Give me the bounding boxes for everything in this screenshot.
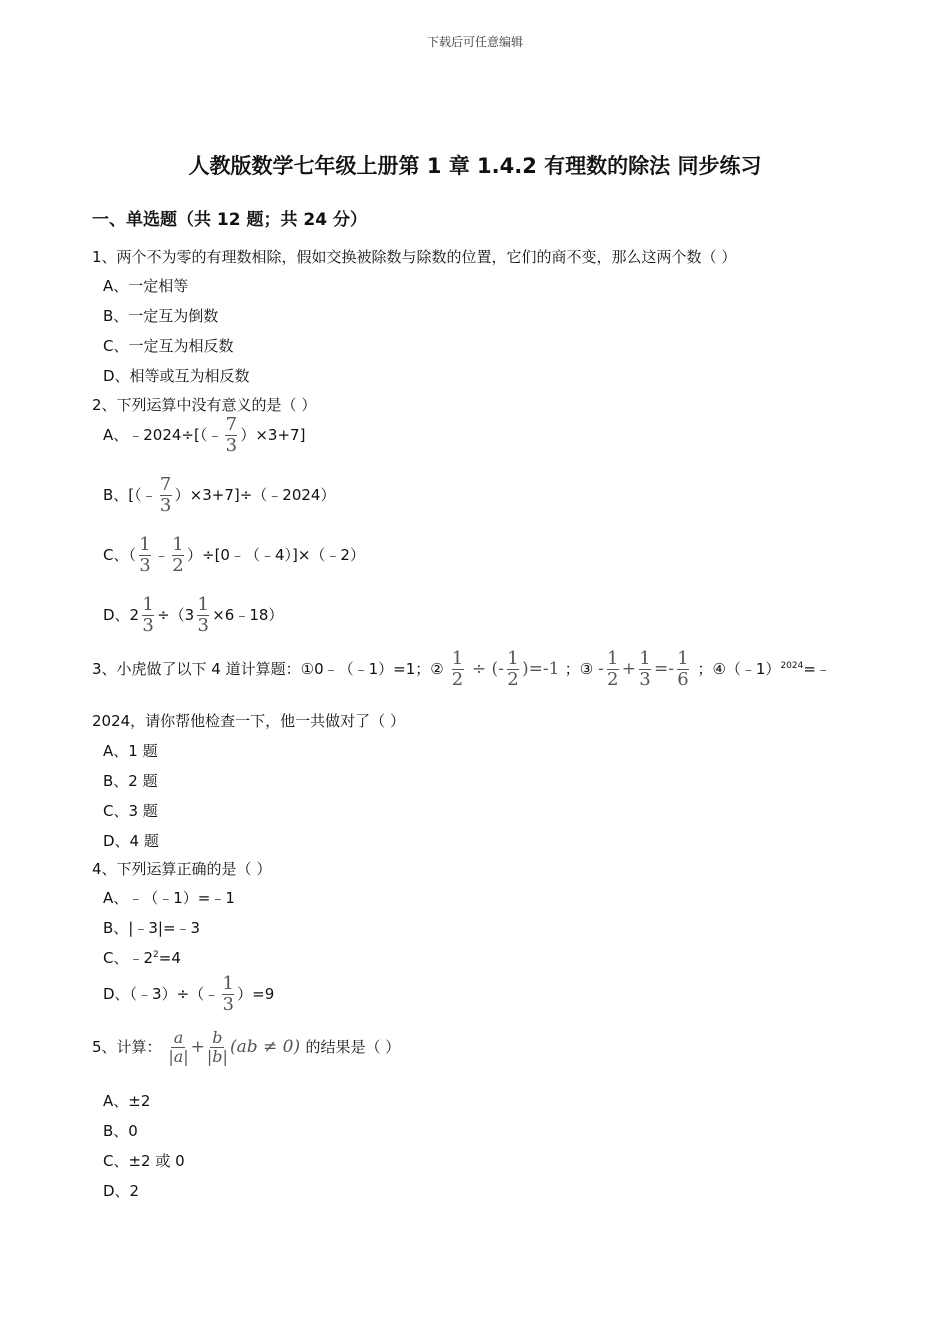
question-1-stem: 1、两个不为零的有理数相除，假如交换被除数与除数的位置，它们的商不变，那么这两个数（ ） [92, 248, 737, 266]
q2-a-text: A、﹣2024÷[（﹣ [103, 426, 223, 444]
q4-option-d [103, 975, 274, 1014]
q2-d-text-end: ×6﹣18） [212, 606, 284, 624]
fraction-1-3: $\frac{1}{3}$ [139, 534, 151, 576]
q5-option-d: D、2 [103, 1182, 140, 1200]
q2-c-minus: ﹣ [153, 546, 169, 564]
q5-expression: $\frac{a}{|a|}$ + $\frac{b}{|b|}$ (ab ≠ 0) [168, 1028, 301, 1066]
q3-option-b: B、2 题 [103, 772, 158, 790]
q2-d-mid: ÷（3 [157, 606, 195, 624]
question-3-line-2: 2024，请你帮他检查一下，他一共做对了（ ） [92, 712, 405, 730]
q3-separator: ；③ [564, 660, 594, 678]
q5-text-end: 的结果是（ ） [305, 1038, 401, 1056]
q5-option-b: B、0 [103, 1122, 138, 1140]
q4-d-text: D、（﹣3）÷（﹣ [103, 985, 220, 1003]
q2-c-text: C、（ [103, 546, 136, 564]
question-4-stem: 4、下列运算正确的是（ ） [92, 860, 272, 878]
q3-text-end: =﹣ [803, 660, 831, 678]
question-5-stem [92, 1030, 400, 1065]
fraction-1-3: $\frac{1}{3}$ [142, 594, 154, 636]
q1-option-c: C、一定互为相反数 [103, 337, 234, 355]
q4-option-b: B、|﹣3|=﹣3 [103, 919, 201, 937]
q3-text: 3、小虎做了以下 4 道计算题：①0﹣（﹣1）=1；② [92, 660, 444, 678]
q5-option-a: A、±2 [103, 1092, 151, 1110]
q4-d-text-end: ）=9 [237, 985, 275, 1003]
question-3-stem [92, 650, 831, 689]
q3-option-a: A、1 题 [103, 742, 158, 760]
q4-c-text-end: =4 [158, 949, 181, 967]
fraction-7-3: $\frac{7}{3}$ [225, 414, 238, 456]
q3-option-c: C、3 题 [103, 802, 158, 820]
q2-option-b [103, 476, 335, 515]
q2-a-text-end: ）×3+7] [240, 426, 306, 444]
q4-c-exponent: 2 [153, 950, 159, 960]
q3-separator: ；④（﹣1） [697, 660, 781, 678]
q2-d-text: D、2 [103, 606, 140, 624]
q1-option-d: D、相等或互为相反数 [103, 367, 250, 385]
fraction-1-3: $\frac{1}{3}$ [197, 594, 209, 636]
fraction-7-3: $\frac{7}{3}$ [159, 474, 172, 516]
q3-exponent: 2024 [780, 661, 804, 671]
q1-option-b: B、一定互为倒数 [103, 307, 219, 325]
q1-option-a: A、一定相等 [103, 277, 189, 295]
section-heading: 一、单选题（共 12 题；共 24 分） [92, 210, 367, 230]
q3-equation-2: $\frac{1}{2}$ ÷ (- $\frac{1}{2}$ )=-1 [451, 648, 560, 690]
q2-option-d [103, 596, 283, 635]
q4-option-a: A、﹣（﹣1）=﹣1 [103, 889, 235, 907]
q4-option-c [103, 947, 181, 968]
q5-text: 5、计算： [92, 1038, 162, 1056]
q2-b-text-end: ）×3+7]÷（﹣2024） [174, 486, 336, 504]
q2-c-text-end: ）÷[0﹣（﹣4）]×（﹣2） [187, 546, 365, 564]
q5-option-c: C、±2 或 0 [103, 1152, 185, 1170]
q2-option-c [103, 536, 365, 575]
q2-b-text: B、[（﹣ [103, 486, 157, 504]
q3-equation-3: - $\frac{1}{2}$ + $\frac{1}{3}$ =- $\frac{1}{6}$ [598, 648, 689, 690]
document-title: 人教版数学七年级上册第 1 章 1.4.2 有理数的除法 同步练习 [188, 154, 762, 178]
fraction-1-3: $\frac{1}{3}$ [222, 973, 234, 1015]
header-note: 下载后可任意编辑 [426, 35, 523, 49]
q3-option-d: D、4 题 [103, 832, 159, 850]
fraction-1-2: $\frac{1}{2}$ [172, 534, 184, 576]
question-2-stem: 2、下列运算中没有意义的是（ ） [92, 396, 317, 414]
q2-option-a [103, 416, 305, 455]
q4-c-text: C、﹣2 [103, 949, 154, 967]
